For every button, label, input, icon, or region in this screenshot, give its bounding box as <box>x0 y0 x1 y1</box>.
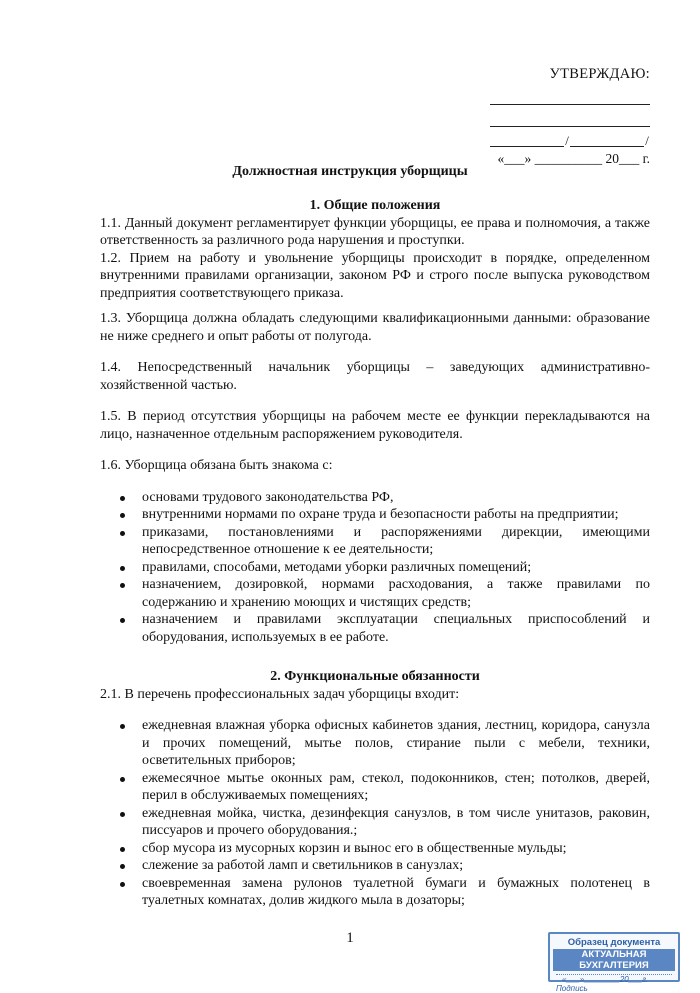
section-duties <box>100 668 650 910</box>
paragraph-1-2: 1.2. Прием на работу и увольнение уборщицы происходит в порядке, определенном внутренними правилами организации, законом РФ и строго после выпуска руководством предприятия соответствующего приказа. <box>100 250 650 301</box>
list-item: основами трудового законодательства РФ, <box>100 489 650 507</box>
bullet-icon <box>120 864 125 869</box>
paragraph-1-3: 1.3. Уборщица должна обладать следующими квалификационными данными: образование не ниже среднего и опыт работы от полугода. <box>100 311 650 344</box>
page-number: 1 <box>346 930 354 946</box>
approval-title: УТВЕРЖДАЮ: <box>549 66 650 82</box>
bullet-icon <box>120 566 125 571</box>
list-item: правилами, способами, методами уборки различных помещений; <box>100 559 650 577</box>
stamp-signature: Подпись <box>556 984 588 993</box>
bullet-icon <box>120 882 125 887</box>
paragraph-2-1: 2.1. В перечень профессиональных задач уборщицы входит: <box>100 686 460 702</box>
knowledge-list <box>100 489 650 647</box>
approval-split-line: / / <box>490 133 650 147</box>
duties-list <box>100 717 650 910</box>
bullet-icon <box>120 496 125 501</box>
list-item: приказами, постановлениями и распоряжениями дирекции, имеющими непосредственное отношение к ее деятельности; <box>100 524 650 559</box>
list-item: назначением и правилами эксплуатации специальных приспособлений и оборудования, используемых в ее работе. <box>100 611 650 646</box>
bullet-icon <box>120 583 125 588</box>
bullet-icon <box>120 724 125 729</box>
bullet-icon <box>120 531 125 536</box>
list-item: слежение за работой ламп и светильников в санузлах; <box>100 857 650 875</box>
section2-heading: 2. Функциональные обязанности <box>270 669 480 684</box>
paragraph-1-1: 1.1. Данный документ регламентирует функции уборщицы, ее права и полномочия, а также ответственность за различного рода нарушения и проступки. <box>100 215 650 248</box>
bullet-icon <box>120 812 125 817</box>
bullet-icon <box>120 618 125 623</box>
approval-name-line <box>490 114 650 127</box>
paragraph-1-6: 1.6. Уборщица обязана быть знакома с: <box>100 458 333 473</box>
approval-block <box>490 66 650 167</box>
list-item: назначением, дозировкой, нормами расходования, а также правилами по содержанию и хранению моющих и чистящих средств; <box>100 576 650 611</box>
list-item: внутренними нормами по охране труда и безопасности работы на предприятии; <box>100 506 650 524</box>
list-item: своевременная замена рулонов туалетной бумаги и бумажных полотенец в туалетных комнатах, долив жидкого мыла в дозаторы; <box>100 875 650 910</box>
section-general <box>100 197 650 646</box>
paragraph-1-4: 1.4. Непосредственный начальник уборщицы – заведующих административно-хозяйственной частью. <box>100 360 650 393</box>
approval-signature-line <box>490 92 650 105</box>
sample-stamp <box>548 932 680 993</box>
list-item: ежедневная влажная уборка офисных кабинетов здания, лестниц, коридора, санузла и прочих помещений, мытье полов, стирание пыли с мебели, техники, осветительных приборов; <box>100 717 650 770</box>
bullet-icon <box>120 847 125 852</box>
bullet-icon <box>120 777 125 782</box>
section1-heading: 1. Общие положения <box>309 198 441 213</box>
stamp-line-1: Образец документа <box>567 937 661 948</box>
approval-date: «___» __________ 20___ г. <box>497 151 650 166</box>
bullet-icon <box>120 513 125 518</box>
stamp-date: «___»________20___г. <box>556 974 672 984</box>
list-item: ежедневная мойка, чистка, дезинфекция санузлов, в том числе унитазов, раковин, писсуаров и прочего оборудования.; <box>100 805 650 840</box>
document-title: Должностная инструкция уборщицы <box>232 164 468 179</box>
list-item: ежемесячное мытье оконных рам, стекол, подоконников, стен; потолков, дверей, перил в обслуживаемых помещениях; <box>100 770 650 805</box>
paragraph-1-5: 1.5. В период отсутствия уборщицы на рабочем месте ее функции перекладываются на лицо, назначенное отдельным распоряжением руководителя. <box>100 409 650 442</box>
stamp-line-2: АКТУАЛЬНАЯ БУХГАЛТЕРИЯ <box>553 949 675 971</box>
list-item: сбор мусора из мусорных корзин и вынос его в общественные мульды; <box>100 840 650 858</box>
